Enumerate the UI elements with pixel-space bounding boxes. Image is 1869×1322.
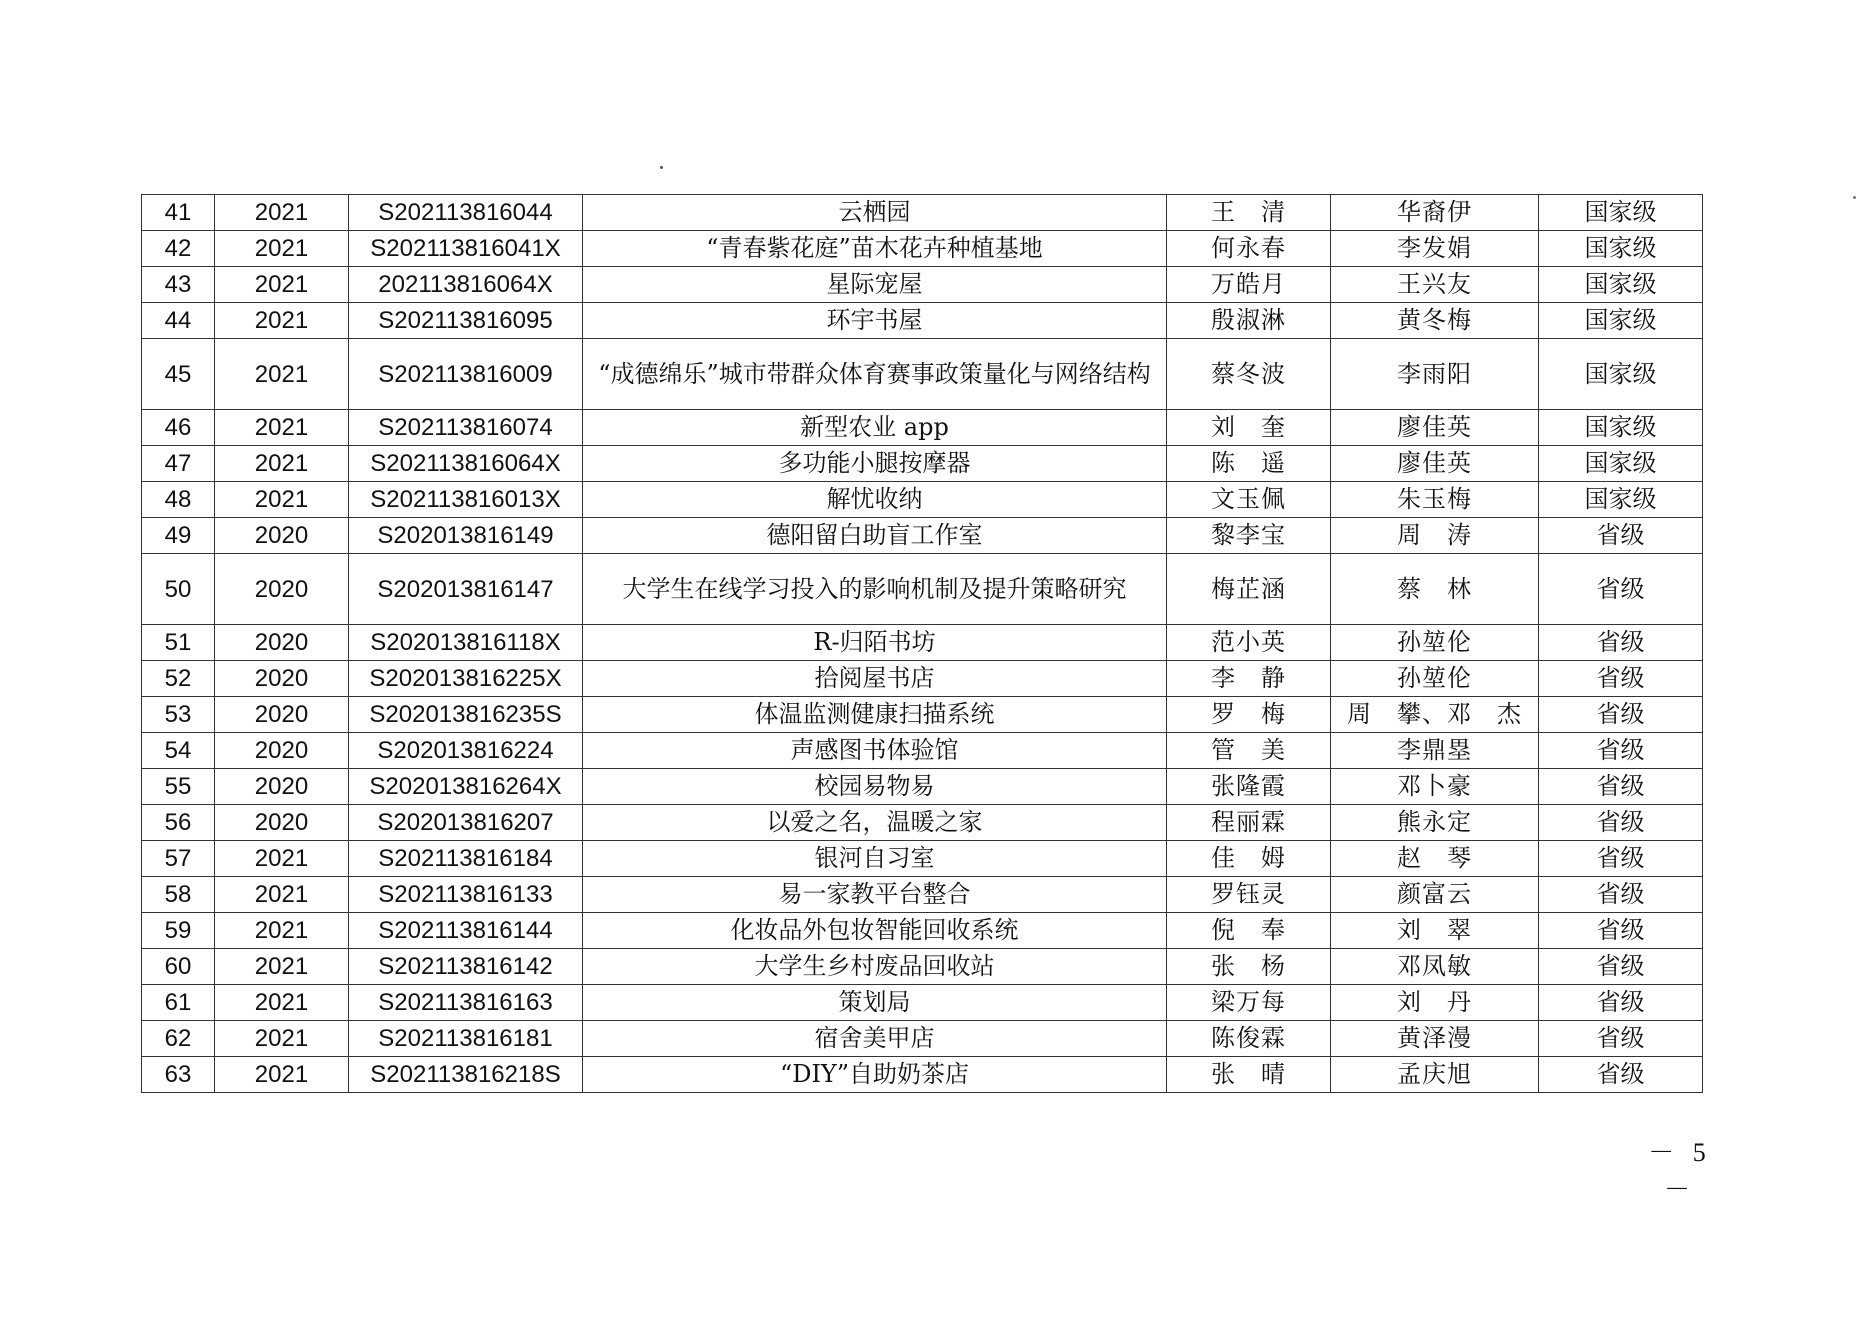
project-name-cell: 宿舍美甲店 [583, 1021, 1167, 1057]
student-name-cell: 陈 遥 [1167, 446, 1331, 482]
project-code-cell: S202013816264X [349, 769, 583, 805]
project-code-cell: S202113816144 [349, 913, 583, 949]
level-cell: 国家级 [1539, 267, 1703, 303]
row-number-cell: 41 [142, 195, 215, 231]
project-code-cell: S202113816041X [349, 231, 583, 267]
row-number-cell: 46 [142, 410, 215, 446]
advisor-name-cell: 周 攀、邓 杰 [1331, 697, 1539, 733]
row-number-cell: 55 [142, 769, 215, 805]
table-row [142, 1057, 1703, 1093]
level-cell: 国家级 [1539, 303, 1703, 339]
row-number-cell: 45 [142, 339, 215, 410]
student-name-cell: 万皓月 [1167, 267, 1331, 303]
project-code-cell: S202113816163 [349, 985, 583, 1021]
advisor-name-cell: 李发娟 [1331, 231, 1539, 267]
advisor-name-cell: 华裔伊 [1331, 195, 1539, 231]
year-cell: 2021 [215, 446, 349, 482]
row-number-cell: 52 [142, 661, 215, 697]
year-cell: 2021 [215, 410, 349, 446]
project-name-cell: 云栖园 [583, 195, 1167, 231]
student-name-cell: 罗 梅 [1167, 697, 1331, 733]
table-row [142, 841, 1703, 877]
project-name-cell: 声感图书体验馆 [583, 733, 1167, 769]
student-name-cell: 张隆霞 [1167, 769, 1331, 805]
year-cell: 2020 [215, 697, 349, 733]
table-row [142, 554, 1703, 625]
level-cell: 省级 [1539, 877, 1703, 913]
advisor-name-cell: 熊永定 [1331, 805, 1539, 841]
advisor-name-cell: 黄冬梅 [1331, 303, 1539, 339]
advisor-name-cell: 刘 丹 [1331, 985, 1539, 1021]
project-code-cell: S202113816064X [349, 446, 583, 482]
project-code-cell: S202113816142 [349, 949, 583, 985]
project-name-cell: 新型农业 app [583, 410, 1167, 446]
table-row [142, 339, 1703, 410]
row-number-cell: 43 [142, 267, 215, 303]
row-number-cell: 62 [142, 1021, 215, 1057]
year-cell: 2021 [215, 303, 349, 339]
project-name-cell: “成德绵乐”城市带群众体育赛事政策量化与网络结构 [583, 339, 1167, 410]
row-number-cell: 50 [142, 554, 215, 625]
year-cell: 2021 [215, 195, 349, 231]
advisor-name-cell: 李雨阳 [1331, 339, 1539, 410]
table-row [142, 697, 1703, 733]
table-row [142, 733, 1703, 769]
advisor-name-cell: 蔡 林 [1331, 554, 1539, 625]
student-name-cell: 梅芷涵 [1167, 554, 1331, 625]
advisor-name-cell: 孟庆旭 [1331, 1057, 1539, 1093]
project-code-cell: S202013816225X [349, 661, 583, 697]
table-row [142, 985, 1703, 1021]
row-number-cell: 47 [142, 446, 215, 482]
level-cell: 国家级 [1539, 410, 1703, 446]
year-cell: 2021 [215, 482, 349, 518]
project-name-cell: R-归陌书坊 [583, 625, 1167, 661]
project-code-cell: S202113816009 [349, 339, 583, 410]
project-code-cell: S202013816149 [349, 518, 583, 554]
table-row [142, 267, 1703, 303]
project-name-cell: 环宇书屋 [583, 303, 1167, 339]
project-name-cell: 解忧收纳 [583, 482, 1167, 518]
student-name-cell: 佳 姆 [1167, 841, 1331, 877]
table-body [142, 195, 1703, 1093]
level-cell: 省级 [1539, 697, 1703, 733]
student-name-cell: 程丽霖 [1167, 805, 1331, 841]
project-name-cell: 策划局 [583, 985, 1167, 1021]
year-cell: 2021 [215, 841, 349, 877]
year-cell: 2021 [215, 949, 349, 985]
advisor-name-cell: 邓卜豪 [1331, 769, 1539, 805]
student-name-cell: 张 杨 [1167, 949, 1331, 985]
level-cell: 国家级 [1539, 339, 1703, 410]
project-table [141, 194, 1703, 1093]
project-name-cell: 大学生乡村废品回收站 [583, 949, 1167, 985]
project-name-cell: 体温监测健康扫描系统 [583, 697, 1167, 733]
advisor-name-cell: 王兴友 [1331, 267, 1539, 303]
table-row [142, 231, 1703, 267]
level-cell: 省级 [1539, 841, 1703, 877]
project-code-cell: S202113816133 [349, 877, 583, 913]
table-row [142, 625, 1703, 661]
row-number-cell: 48 [142, 482, 215, 518]
year-cell: 2021 [215, 913, 349, 949]
project-code-cell: S202013816147 [349, 554, 583, 625]
student-name-cell: 范小英 [1167, 625, 1331, 661]
student-name-cell: 李 静 [1167, 661, 1331, 697]
row-number-cell: 61 [142, 985, 215, 1021]
level-cell: 省级 [1539, 518, 1703, 554]
student-name-cell: 罗钰灵 [1167, 877, 1331, 913]
year-cell: 2020 [215, 625, 349, 661]
project-code-cell: S202113816044 [349, 195, 583, 231]
row-number-cell: 49 [142, 518, 215, 554]
year-cell: 2021 [215, 1057, 349, 1093]
table-row [142, 949, 1703, 985]
scan-speck [1853, 196, 1856, 199]
advisor-name-cell: 李鼎塁 [1331, 733, 1539, 769]
project-code-cell: 202113816064X [349, 267, 583, 303]
row-number-cell: 51 [142, 625, 215, 661]
project-code-cell: S202013816118X [349, 625, 583, 661]
row-number-cell: 57 [142, 841, 215, 877]
level-cell: 省级 [1539, 769, 1703, 805]
year-cell: 2020 [215, 661, 349, 697]
row-number-cell: 54 [142, 733, 215, 769]
year-cell: 2020 [215, 554, 349, 625]
advisor-name-cell: 廖佳英 [1331, 446, 1539, 482]
student-name-cell: 倪 奉 [1167, 913, 1331, 949]
student-name-cell: 黎李宝 [1167, 518, 1331, 554]
project-code-cell: S202113816013X [349, 482, 583, 518]
level-cell: 省级 [1539, 1057, 1703, 1093]
table-row [142, 769, 1703, 805]
project-name-cell: “青春紫花庭”苗木花卉种植基地 [583, 231, 1167, 267]
student-name-cell: 陈俊霖 [1167, 1021, 1331, 1057]
row-number-cell: 59 [142, 913, 215, 949]
student-name-cell: 王 清 [1167, 195, 1331, 231]
advisor-name-cell: 赵 琴 [1331, 841, 1539, 877]
year-cell: 2021 [215, 1021, 349, 1057]
project-code-cell: S202013816224 [349, 733, 583, 769]
level-cell: 省级 [1539, 733, 1703, 769]
year-cell: 2020 [215, 769, 349, 805]
level-cell: 省级 [1539, 805, 1703, 841]
row-number-cell: 44 [142, 303, 215, 339]
table-row [142, 482, 1703, 518]
year-cell: 2020 [215, 805, 349, 841]
level-cell: 省级 [1539, 661, 1703, 697]
table-row [142, 446, 1703, 482]
student-name-cell: 梁万每 [1167, 985, 1331, 1021]
table-row [142, 518, 1703, 554]
advisor-name-cell: 孙堃伦 [1331, 625, 1539, 661]
level-cell: 省级 [1539, 913, 1703, 949]
project-code-cell: S202013816235S [349, 697, 583, 733]
level-cell: 国家级 [1539, 231, 1703, 267]
level-cell: 省级 [1539, 985, 1703, 1021]
project-code-cell: S202113816184 [349, 841, 583, 877]
row-number-cell: 63 [142, 1057, 215, 1093]
row-number-cell: 58 [142, 877, 215, 913]
table-row [142, 913, 1703, 949]
project-name-cell: 易一家教平台整合 [583, 877, 1167, 913]
project-code-cell: S202113816181 [349, 1021, 583, 1057]
student-name-cell: 文玉佩 [1167, 482, 1331, 518]
project-code-cell: S202013816207 [349, 805, 583, 841]
advisor-name-cell: 邓凤敏 [1331, 949, 1539, 985]
project-name-cell: 以爱之名，温暖之家 [583, 805, 1167, 841]
level-cell: 国家级 [1539, 482, 1703, 518]
year-cell: 2021 [215, 877, 349, 913]
project-name-cell: 德阳留白助盲工作室 [583, 518, 1167, 554]
advisor-name-cell: 孙堃伦 [1331, 661, 1539, 697]
table-row [142, 805, 1703, 841]
advisor-name-cell: 黄泽漫 [1331, 1021, 1539, 1057]
student-name-cell: 殷淑淋 [1167, 303, 1331, 339]
student-name-cell: 何永春 [1167, 231, 1331, 267]
scan-speck [660, 166, 663, 169]
advisor-name-cell: 朱玉梅 [1331, 482, 1539, 518]
project-code-cell: S202113816218S [349, 1057, 583, 1093]
year-cell: 2020 [215, 733, 349, 769]
table-row [142, 410, 1703, 446]
row-number-cell: 42 [142, 231, 215, 267]
row-number-cell: 60 [142, 949, 215, 985]
row-number-cell: 56 [142, 805, 215, 841]
project-name-cell: 校园易物易 [583, 769, 1167, 805]
year-cell: 2020 [215, 518, 349, 554]
year-cell: 2021 [215, 231, 349, 267]
level-cell: 省级 [1539, 949, 1703, 985]
year-cell: 2021 [215, 267, 349, 303]
row-number-cell: 53 [142, 697, 215, 733]
page-number: － 5 － [1648, 1138, 1712, 1204]
project-code-cell: S202113816074 [349, 410, 583, 446]
student-name-cell: 张 晴 [1167, 1057, 1331, 1093]
project-name-cell: 多功能小腿按摩器 [583, 446, 1167, 482]
year-cell: 2021 [215, 339, 349, 410]
student-name-cell: 蔡冬波 [1167, 339, 1331, 410]
table-row [142, 661, 1703, 697]
level-cell: 省级 [1539, 554, 1703, 625]
level-cell: 省级 [1539, 1021, 1703, 1057]
student-name-cell: 刘 奎 [1167, 410, 1331, 446]
project-name-cell: 化妆品外包妆智能回收系统 [583, 913, 1167, 949]
project-name-cell: 大学生在线学习投入的影响机制及提升策略研究 [583, 554, 1167, 625]
level-cell: 省级 [1539, 625, 1703, 661]
project-code-cell: S202113816095 [349, 303, 583, 339]
advisor-name-cell: 周 涛 [1331, 518, 1539, 554]
year-cell: 2021 [215, 985, 349, 1021]
table-row [142, 195, 1703, 231]
level-cell: 国家级 [1539, 195, 1703, 231]
table-row [142, 877, 1703, 913]
project-name-cell: “DIY”自助奶茶店 [583, 1057, 1167, 1093]
table-row [142, 303, 1703, 339]
student-name-cell: 管 美 [1167, 733, 1331, 769]
project-name-cell: 银河自习室 [583, 841, 1167, 877]
advisor-name-cell: 刘 翠 [1331, 913, 1539, 949]
project-name-cell: 拾阅屋书店 [583, 661, 1167, 697]
advisor-name-cell: 颜富云 [1331, 877, 1539, 913]
level-cell: 国家级 [1539, 446, 1703, 482]
advisor-name-cell: 廖佳英 [1331, 410, 1539, 446]
table-row [142, 1021, 1703, 1057]
project-name-cell: 星际宠屋 [583, 267, 1167, 303]
